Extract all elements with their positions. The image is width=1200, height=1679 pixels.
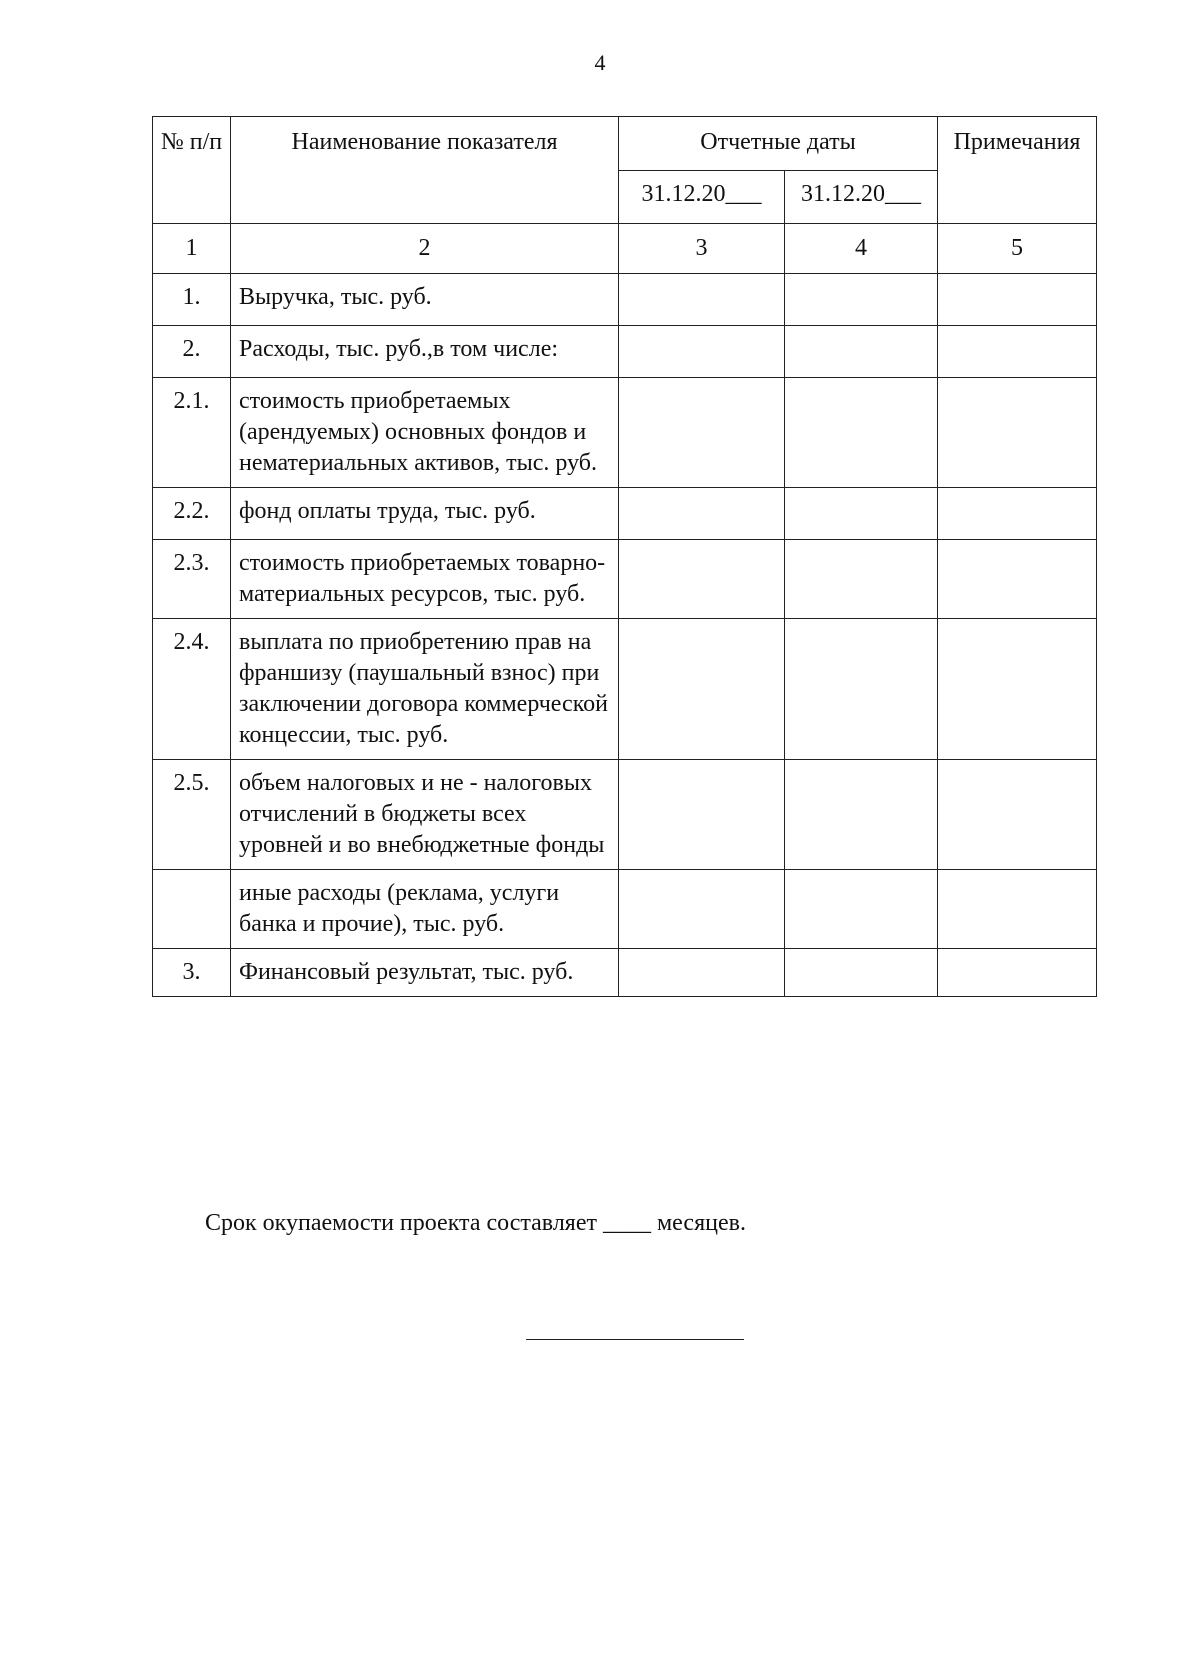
column-number: 2 bbox=[231, 224, 619, 274]
header-dates-group: Отчетные даты bbox=[619, 117, 938, 171]
column-number: 1 bbox=[153, 224, 231, 274]
value-cell-date-2 bbox=[785, 949, 938, 997]
value-cell-date-2 bbox=[785, 488, 938, 540]
value-cell-date-2 bbox=[785, 619, 938, 760]
row-number: 2.4. bbox=[153, 619, 231, 760]
value-cell-date-2 bbox=[785, 274, 938, 326]
value-cell-date-2 bbox=[785, 760, 938, 870]
value-cell-date-1 bbox=[619, 619, 785, 760]
page-number: 4 bbox=[594, 50, 606, 75]
value-cell-date-1 bbox=[619, 488, 785, 540]
payback-period-text: Срок окупаемости проекта составляет ____ месяцев. bbox=[205, 1210, 746, 1236]
row-number: 1. bbox=[153, 274, 231, 326]
value-cell-date-1 bbox=[619, 326, 785, 378]
table-row bbox=[153, 540, 1097, 619]
row-indicator-name: иные расходы (реклама, услуги банка и прочие), тыс. руб. bbox=[231, 870, 619, 949]
value-cell-date-1 bbox=[619, 949, 785, 997]
table-row bbox=[153, 760, 1097, 870]
end-of-document-rule bbox=[526, 1339, 744, 1340]
column-number: 5 bbox=[938, 224, 1097, 274]
value-cell-date-1 bbox=[619, 760, 785, 870]
table-row bbox=[153, 949, 1097, 997]
value-cell-date-1 bbox=[619, 378, 785, 488]
value-cell-date-2 bbox=[785, 326, 938, 378]
notes-cell bbox=[938, 378, 1097, 488]
table-row bbox=[153, 488, 1097, 540]
notes-cell bbox=[938, 870, 1097, 949]
value-cell-date-1 bbox=[619, 870, 785, 949]
row-number bbox=[153, 870, 231, 949]
header-date-2: 31.12.20___ bbox=[785, 171, 938, 224]
table-row bbox=[153, 619, 1097, 760]
row-number: 2.2. bbox=[153, 488, 231, 540]
header-name: Наименование показателя bbox=[231, 117, 619, 224]
row-indicator-name: Выручка, тыс. руб. bbox=[231, 274, 619, 326]
row-number: 2.1. bbox=[153, 378, 231, 488]
value-cell-date-2 bbox=[785, 540, 938, 619]
header-date-1: 31.12.20___ bbox=[619, 171, 785, 224]
table-row bbox=[153, 326, 1097, 378]
row-indicator-name: Расходы, тыс. руб.,в том числе: bbox=[231, 326, 619, 378]
notes-cell bbox=[938, 326, 1097, 378]
row-indicator-name: стоимость приобретаемых (арендуемых) основных фондов и нематериальных активов, тыс. руб. bbox=[231, 378, 619, 488]
table-row bbox=[153, 870, 1097, 949]
row-number: 2.5. bbox=[153, 760, 231, 870]
notes-cell bbox=[938, 619, 1097, 760]
header-num: № п/п bbox=[153, 117, 231, 224]
notes-cell bbox=[938, 760, 1097, 870]
row-indicator-name: Финансовый результат, тыс. руб. bbox=[231, 949, 619, 997]
table-row bbox=[153, 378, 1097, 488]
notes-cell bbox=[938, 540, 1097, 619]
row-number: 2.3. bbox=[153, 540, 231, 619]
financial-indicators-table bbox=[152, 116, 1097, 997]
row-number: 3. bbox=[153, 949, 231, 997]
value-cell-date-2 bbox=[785, 870, 938, 949]
row-indicator-name: объем налоговых и не - налоговых отчислений в бюджеты всех уровней и во внебюджетные фонды bbox=[231, 760, 619, 870]
notes-cell bbox=[938, 949, 1097, 997]
value-cell-date-2 bbox=[785, 378, 938, 488]
table-row bbox=[153, 274, 1097, 326]
column-number: 3 bbox=[619, 224, 785, 274]
header-notes: Примечания bbox=[938, 117, 1097, 224]
row-number: 2. bbox=[153, 326, 231, 378]
notes-cell bbox=[938, 274, 1097, 326]
column-number-row bbox=[153, 224, 1097, 274]
row-indicator-name: стоимость приобретаемых товарно-материальных ресурсов, тыс. руб. bbox=[231, 540, 619, 619]
row-indicator-name: выплата по приобретению прав на франшизу (паушальный взнос) при заключении договора коммерческой концессии, тыс. руб. bbox=[231, 619, 619, 760]
value-cell-date-1 bbox=[619, 540, 785, 619]
row-indicator-name: фонд оплаты труда, тыс. руб. bbox=[231, 488, 619, 540]
column-number: 4 bbox=[785, 224, 938, 274]
table-header-row bbox=[153, 117, 1097, 171]
notes-cell bbox=[938, 488, 1097, 540]
value-cell-date-1 bbox=[619, 274, 785, 326]
